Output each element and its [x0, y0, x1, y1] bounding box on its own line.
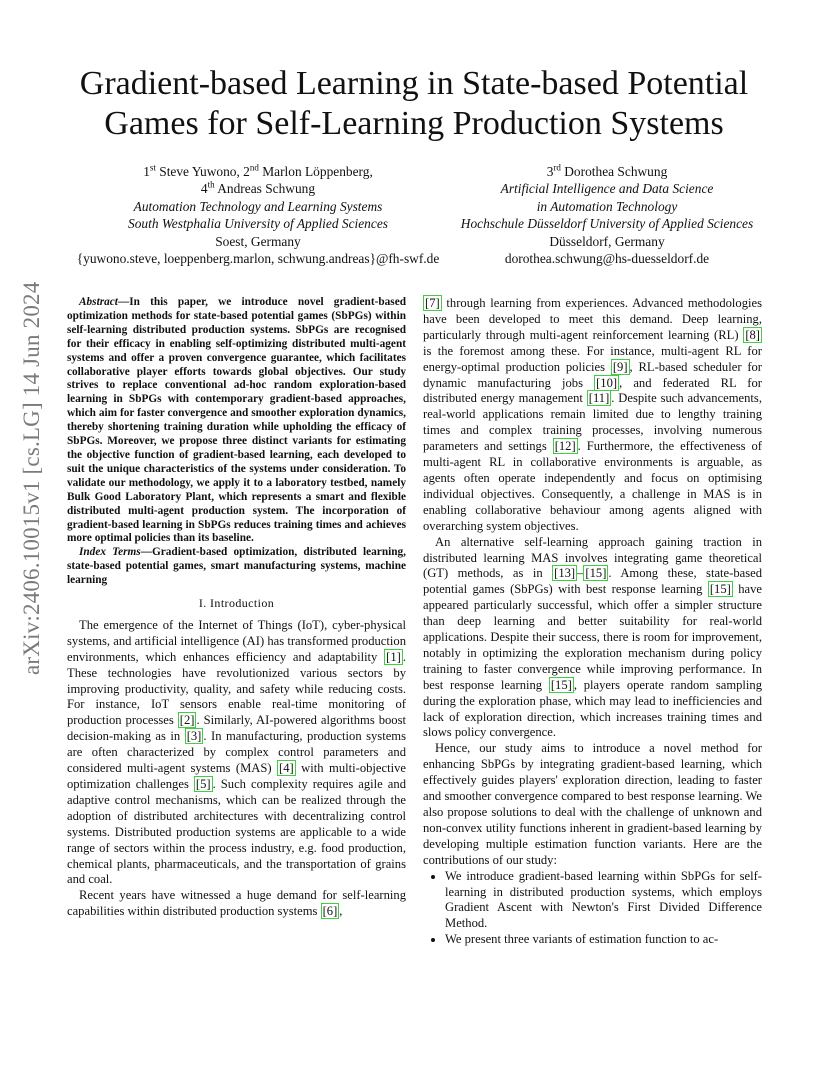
citation-link[interactable]: [10]	[596, 375, 618, 390]
author-names-line2: 4th Andreas Schwung	[200, 179, 316, 197]
citation-link[interactable]: [8]	[745, 327, 760, 342]
abstract: Abstract—In this paper, we introduce novel gradient-based optimization methods for state-based potential games (SbPGs) within self-learning distributed production systems. SbPGs are recognised for their efficacy in enabling self-optimizing distributed multi-agent systems and offer a proven convergence guarantee, which facilitates collaborative player efforts towards global objectives. Our study strives to replace conventional ad-hoc random exploration-based learning in SbPGs with contemporary gradient-based approaches, which aim for faster convergence and smoother exploration dynamics, thereby shortening training duration while upholding the efficacy of SbPGs. Moreover, we propose three distinct variants for estimating the objective function of gradient-based learning, each developed to suit the unique characteristics of the systems under consideration. To validate our methodology, we apply it to a laboratory testbed, namely Bulk Good Laboratory Plant, which represents a smart and flexible distributed multi-agent production system. The incorporation of gradient-based learning in SbPGs reduces training times and achieves more optimal policies than its baseline.	[67, 296, 406, 545]
citation-link[interactable]: [2]	[179, 713, 195, 728]
left-column	[67, 296, 406, 920]
right-column	[423, 296, 762, 948]
author-block-left	[60, 163, 456, 267]
citation-link[interactable]: [12]	[554, 439, 576, 454]
intro-paragraph-2: Recent years have witnessed a huge demand for self-learning capabilities within distributed production systems [6] ,	[67, 888, 406, 919]
arxiv-identifier: arXiv:2406.10015v1 [cs.LG] 14 Jun 2024	[19, 281, 44, 675]
author-department: Automation Technology and Learning Systems	[133, 198, 383, 214]
citation-link[interactable]: [5]	[195, 777, 211, 791]
author-organization: South Westphalia University of Applied Sciences	[128, 216, 388, 232]
intro-paragraph-3: An alternative self-learning approach gaining traction in distributed learning MAS involves integrating game theoretical (GT) methods, as in [13] – [15] . Among these, state-based potential games (SbPGs) with best response learning [15] have appeared particularly successful, which offer a simpler structure than deep learning and better suitability for real-world applications. Despite their success, there is room for improvement, notably in optimizing the exploration mechanism during policy training to faster convergence while improving performance. In best response learning [15] , players operate random sampling during the exploration phase, which may lead to inefficiencies and lack of exploration direction, which increases training times and slows policy convergence.	[423, 534, 763, 740]
section-heading-introduction: I. Introduction	[198, 596, 275, 611]
author-names-line1: 1st Steve Yuwono, 2nd Marlon Löppenberg,	[143, 162, 373, 179]
intro-paragraph-2-continued: [7] through learning from experiences. Advanced methodologies have been developed to meet this demand. Deep learning, particularly through multi-agent reinforcement learning (RL) [8] is the foremost among these. For instance, multi-agent RL for energy-optimal production policies [9] , RL-based scheduler for dynamic manufacturing jobs [10] , and federated RL for distributed energy management [11] . Despite such advancements, real-world applications remain limited due to lengthy training times and complex training processes, involving numerous parameters and settings [12] . Furthermore, the effectiveness of multi-agent RL in collaborative environments is arguable, as agents often operate independently and focus on optimising individual objectives. Consequently, a challenge in MAS is in enabling collaborative behaviour among agents aligned with overarching system objectives.	[423, 296, 763, 533]
citation-link[interactable]: [15]	[585, 566, 607, 581]
citation-link[interactable]: [15]	[709, 582, 731, 597]
citation-link[interactable]: [4]	[279, 761, 294, 776]
citation-link[interactable]: [13]	[554, 566, 576, 581]
paper-title: Gradient-based Learning in State-based Potential Games for Self-Learning Production Systems	[79, 65, 749, 142]
intro-paragraph-1: The emergence of the Internet of Things (IoT), cyber-physical systems, and artificial intelligence (AI) has transformed production environments, which enhances efficiency and adaptability [1] . These technologies have revolutionized various sectors by improving productivity, quality, and safety while reducing costs. For instance, IoT sensors enable real-time monitoring of production processes [2] . Similarly, AI-powered algorithms boost decision-making as in [3] . In manufacturing, production systems are often characterized by complex control parameters and considered multi-agent systems (MAS) [4] with multi-objective optimization challenges [5] . Such complexity requires agile and adaptive control mechanisms, which can be realized through the adoption of distributed architectures with decentralizing control systems. Distributed production systems are applicable to a wide range of sectors within the process industry, e.g. food production, chemical plants, pharmaceuticals, and the transportation of grains and coal.	[67, 617, 406, 887]
contributions-list	[423, 869, 762, 949]
list-item: • We present three variants of estimation function to ac-	[445, 932, 762, 948]
citation-link[interactable]: [3]	[186, 729, 202, 744]
citation-link[interactable]: [1]	[386, 649, 401, 664]
citation-link[interactable]: [11]	[588, 391, 610, 406]
author-city: Soest, Germany	[215, 233, 301, 249]
citation-link[interactable]: [6]	[322, 904, 338, 919]
intro-paragraph-4: Hence, our study aims to introduce a novel method for enhancing SbPGs by integrating gradient-based learning, which effectively guides players' exploration direction, leading to faster and smoother convergence compared to best response learning. We also propose solutions to deal with the challenge of unknown and non-convex utility functions inherent in gradient-based learning by developing multiple estimation function variants. Here are the contributions of our study:	[423, 741, 762, 867]
citation-link[interactable]: [9]	[612, 359, 628, 374]
author-email: dorothea.schwung@hs-duesseldorf.de	[504, 251, 710, 267]
author-block-right	[448, 163, 766, 267]
list-item: • We introduce gradient-based learning within SbPGs for self-learning in distributed production systems, which employs Gradient Ascent with Newton's First Divided Difference Method.	[445, 869, 762, 933]
author-department-2: in Automation Technology	[536, 198, 678, 214]
author-name: 3rd Dorothea Schwung	[546, 162, 668, 179]
author-city: Düsseldorf, Germany	[549, 233, 665, 249]
author-organization: Hochschule Düsseldorf University of Applied Sciences	[460, 216, 754, 232]
author-department: Artificial Intelligence and Data Science	[500, 181, 714, 197]
author-email: {yuwono.steve, loeppenberg.marlon, schwung.andreas}@fh-swf.de	[76, 251, 440, 267]
citation-link[interactable]: [7]	[425, 296, 440, 310]
citation-link[interactable]: [15]	[550, 677, 572, 692]
index-terms: Index Terms—Gradient-based optimization, distributed learning, state-based potential games, smart manufacturing systems, machine learning	[67, 546, 406, 587]
